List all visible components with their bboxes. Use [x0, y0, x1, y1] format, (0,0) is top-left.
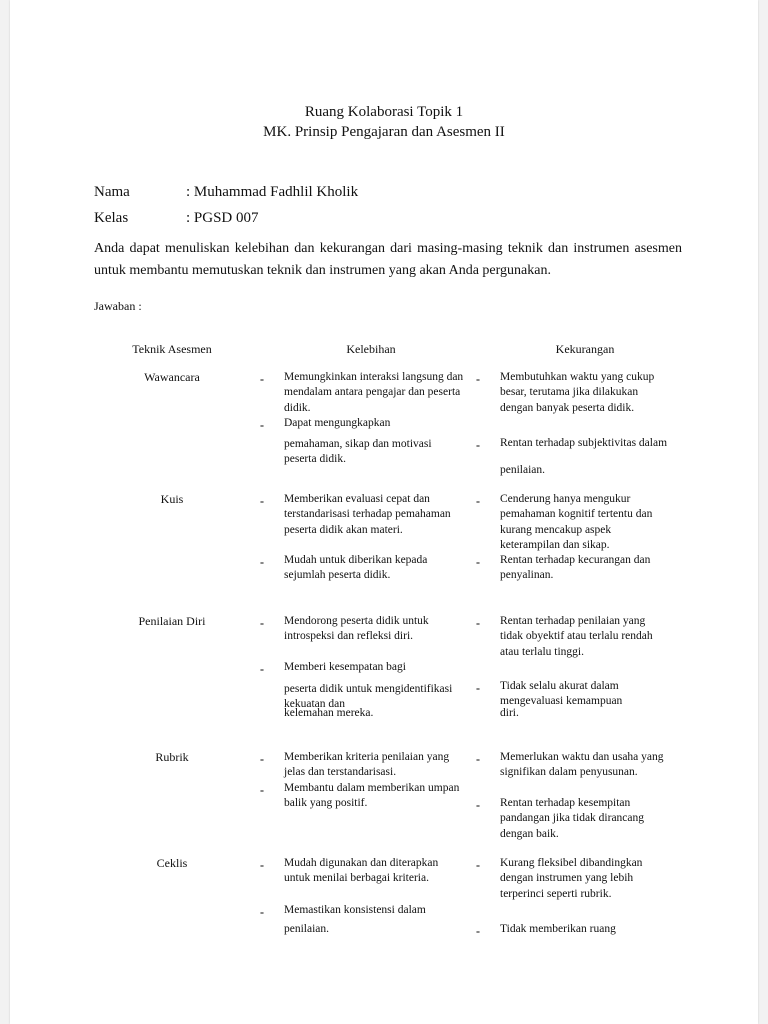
bullet: -	[476, 494, 480, 508]
kelebihan-item: Mudah untuk diberikan kepada sejumlah peserta didik.	[284, 554, 428, 582]
bullet: -	[476, 372, 480, 386]
instruction-paragraph: Anda dapat menuliskan kelebihan dan kekurangan dari masing-masing teknik dan instrumen asesmen untuk membantu memutuskan teknik dan instrumen yang akan Anda pergunakan.	[94, 241, 682, 278]
kelebihan-item: kelemahan mereka.	[284, 707, 374, 719]
kelebihan-item: Memastikan konsistensi dalam	[284, 904, 426, 916]
bullet: -	[476, 616, 480, 630]
header-kelebihan: Kelebihan	[346, 342, 396, 356]
kekurangan-item: diri.	[500, 707, 519, 719]
kekurangan-item: Rentan terhadap subjektivitas dalam	[500, 437, 668, 449]
bullet: -	[260, 418, 264, 432]
kekurangan-item: Rentan terhadap penilaian yang tidak obyektif atau terlalu rendah atau terlalu tinggi.	[500, 615, 653, 658]
document-page	[10, 0, 758, 1024]
bullet: -	[260, 372, 264, 386]
course-title: MK. Prinsip Pengajaran dan Asesmen II	[263, 124, 505, 140]
kelebihan-item: pemahaman, sikap dan motivasi peserta didik.	[284, 438, 432, 466]
kekurangan-item: Kurang fleksibel dibandingkan dengan instrumen yang lebih terperinci seperti rubrik.	[500, 857, 643, 900]
kekurangan-item: Cenderung hanya mengukur pemahaman kognitif tertentu dan kurang mencakup aspek keterampilan dan sikap.	[500, 493, 653, 552]
kekurangan-item: Memerlukan waktu dan usaha yang signifikan dalam penyusunan.	[500, 751, 664, 779]
answer-label: Jawaban :	[94, 299, 142, 313]
technique-ceklis: Ceklis	[156, 856, 188, 870]
kekurangan-item: Rentan terhadap kecurangan dan penyalinan.	[500, 554, 651, 582]
bullet: -	[260, 752, 264, 766]
kekurangan-item: Tidak memberikan ruang	[500, 923, 616, 935]
bullet: -	[260, 905, 264, 919]
bullet: -	[260, 494, 264, 508]
kelebihan-item: penilaian.	[284, 923, 330, 935]
technique-rubrik: Rubrik	[155, 750, 189, 764]
header-teknik-asesmen: Teknik Asesmen	[132, 342, 212, 356]
technique-wawancara: Wawancara	[144, 370, 200, 384]
bullet: -	[476, 438, 480, 452]
kelebihan-item: Membantu dalam memberikan umpan balik yang positif.	[284, 782, 460, 810]
kekurangan-item: Membutuhkan waktu yang cukup besar, terutama jika dilakukan dengan banyak peserta didik.	[500, 371, 655, 414]
name-label: Nama	[94, 184, 130, 200]
bullet: -	[476, 798, 480, 812]
kekurangan-item: Tidak selalu akurat dalam mengevaluasi kemampuan	[500, 680, 623, 708]
bullet: -	[476, 681, 480, 695]
technique-kuis: Kuis	[160, 492, 184, 506]
kelebihan-item: Dapat mengungkapkan	[284, 417, 391, 429]
bullet: -	[260, 616, 264, 630]
bullet: -	[476, 858, 480, 872]
document-title: Ruang Kolaborasi Topik 1	[304, 104, 464, 120]
kekurangan-item: Rentan terhadap kesempitan pandangan jika tidak dirancang dengan baik.	[500, 797, 645, 840]
bullet: -	[476, 555, 480, 569]
kelebihan-item: Mudah digunakan dan diterapkan untuk menilai berbagai kriteria.	[284, 857, 439, 885]
kelebihan-item: Memungkinkan interaksi langsung dan mendalam antara pengajar dan peserta didik.	[284, 371, 464, 414]
kelebihan-item: Memberikan kriteria penilaian yang jelas dan terstandarisasi.	[284, 751, 450, 779]
kelebihan-item: Memberikan evaluasi cepat dan terstandarisasi terhadap pemahaman peserta didik akan materi.	[284, 493, 451, 536]
class-label: Kelas	[94, 210, 129, 226]
name-value: : Muhammad Fadhlil Kholik	[186, 184, 359, 200]
bullet: -	[476, 924, 480, 938]
bullet: -	[476, 752, 480, 766]
kekurangan-item: penilaian.	[500, 464, 546, 476]
kelebihan-item: peserta didik untuk mengidentifikasi kekuatan dan	[284, 683, 453, 711]
kelebihan-item: Mendorong peserta didik untuk introspeksi dan refleksi diri.	[284, 615, 429, 643]
header-kekurangan: Kekurangan	[555, 342, 615, 356]
class-value: : PGSD 007	[186, 210, 259, 226]
bullet: -	[260, 555, 264, 569]
bullet: -	[260, 662, 264, 676]
bullet: -	[260, 783, 264, 797]
kelebihan-item: Memberi kesempatan bagi	[284, 661, 406, 673]
technique-penilaian-diri: Penilaian Diri	[138, 614, 206, 628]
bullet: -	[260, 858, 264, 872]
